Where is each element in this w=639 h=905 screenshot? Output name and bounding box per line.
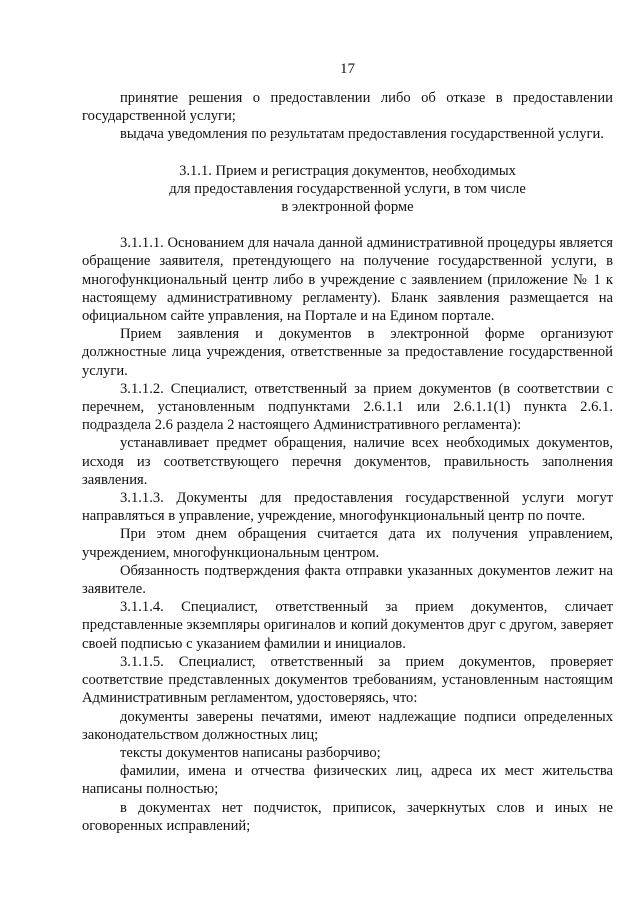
paragraph: устанавливает предмет обращения, наличие всех необходимых документов, исходя из соответствующего перечня документов, правильность заполнения заявления. bbox=[82, 435, 613, 488]
section-heading bbox=[82, 162, 613, 217]
section-content bbox=[82, 234, 613, 835]
paragraph: 3.1.1.3. Документы для предоставления государственной услуги могут направляться в управление, учреждение, многофункциональный центр по почте. bbox=[82, 490, 613, 525]
document-body bbox=[82, 89, 613, 835]
paragraph: выдача уведомления по результатам предоставления государственной услуги. bbox=[120, 126, 604, 143]
paragraph: При этом днем обращения считается дата их получения управлением, учреждением, многофункциональным центром. bbox=[82, 526, 613, 561]
paragraph: в документах нет подчисток, приписок, зачеркнутых слов и иных не оговоренных исправлений; bbox=[82, 799, 613, 834]
section-heading-line: 3.1.1. Прием и регистрация документов, необходимых bbox=[179, 162, 516, 179]
paragraph: Прием заявления и документов в электронной форме организуют должностные лица учреждения, ответственные за предоставление государственной услуги. bbox=[82, 326, 613, 379]
paragraph: Обязанность подтверждения факта отправки указанных документов лежит на заявителе. bbox=[82, 562, 613, 598]
paragraph: принятие решения о предоставлении либо об отказе в предоставлении государственной услуги; bbox=[82, 90, 613, 125]
section-heading-line: для предоставления государственной услуги, в том числе bbox=[169, 180, 526, 197]
paragraph: фамилии, имена и отчества физических лиц, адреса их мест жительства написаны полностью; bbox=[82, 763, 613, 798]
section-heading-line: в электронной форме bbox=[281, 199, 414, 216]
paragraph: тексты документов написаны разборчиво; bbox=[120, 744, 381, 761]
paragraph: 3.1.1.4. Специалист, ответственный за прием документов, сличает представленные экземпляры оригиналов и копий документов друг с другом, заверяет своей подписью с указанием фамилии и инициалов. bbox=[82, 599, 613, 652]
paragraph: документы заверены печатями, имеют надлежащие подписи определенных законодательством должностных лиц; bbox=[82, 708, 613, 743]
paragraph: 3.1.1.1. Основанием для начала данной административной процедуры является обращение заявителя, претендующего на получение государственной услуги, в многофункциональный центр либо в учреждение с заявлением (приложение № 1 к настоящему административному регламенту). Бланк заявления размещается на официальном сайте управления, на Портале и на Едином портале. bbox=[82, 235, 613, 325]
paragraph: 3.1.1.5. Специалист, ответственный за прием документов, проверяет соответствие представленных документов требованиям, установленным настоящим Административным регламентом, удостоверяясь, что: bbox=[82, 653, 613, 707]
page-number: 17 bbox=[340, 61, 355, 77]
paragraph: 3.1.1.2. Специалист, ответственный за прием документов (в соответствии с перечнем, установленным подпунктами 2.6.1.1 или 2.6.1.1(1) пункта 2.6.1. подраздела 2.6 раздела 2 настоящего Административного регламента): bbox=[82, 380, 613, 434]
